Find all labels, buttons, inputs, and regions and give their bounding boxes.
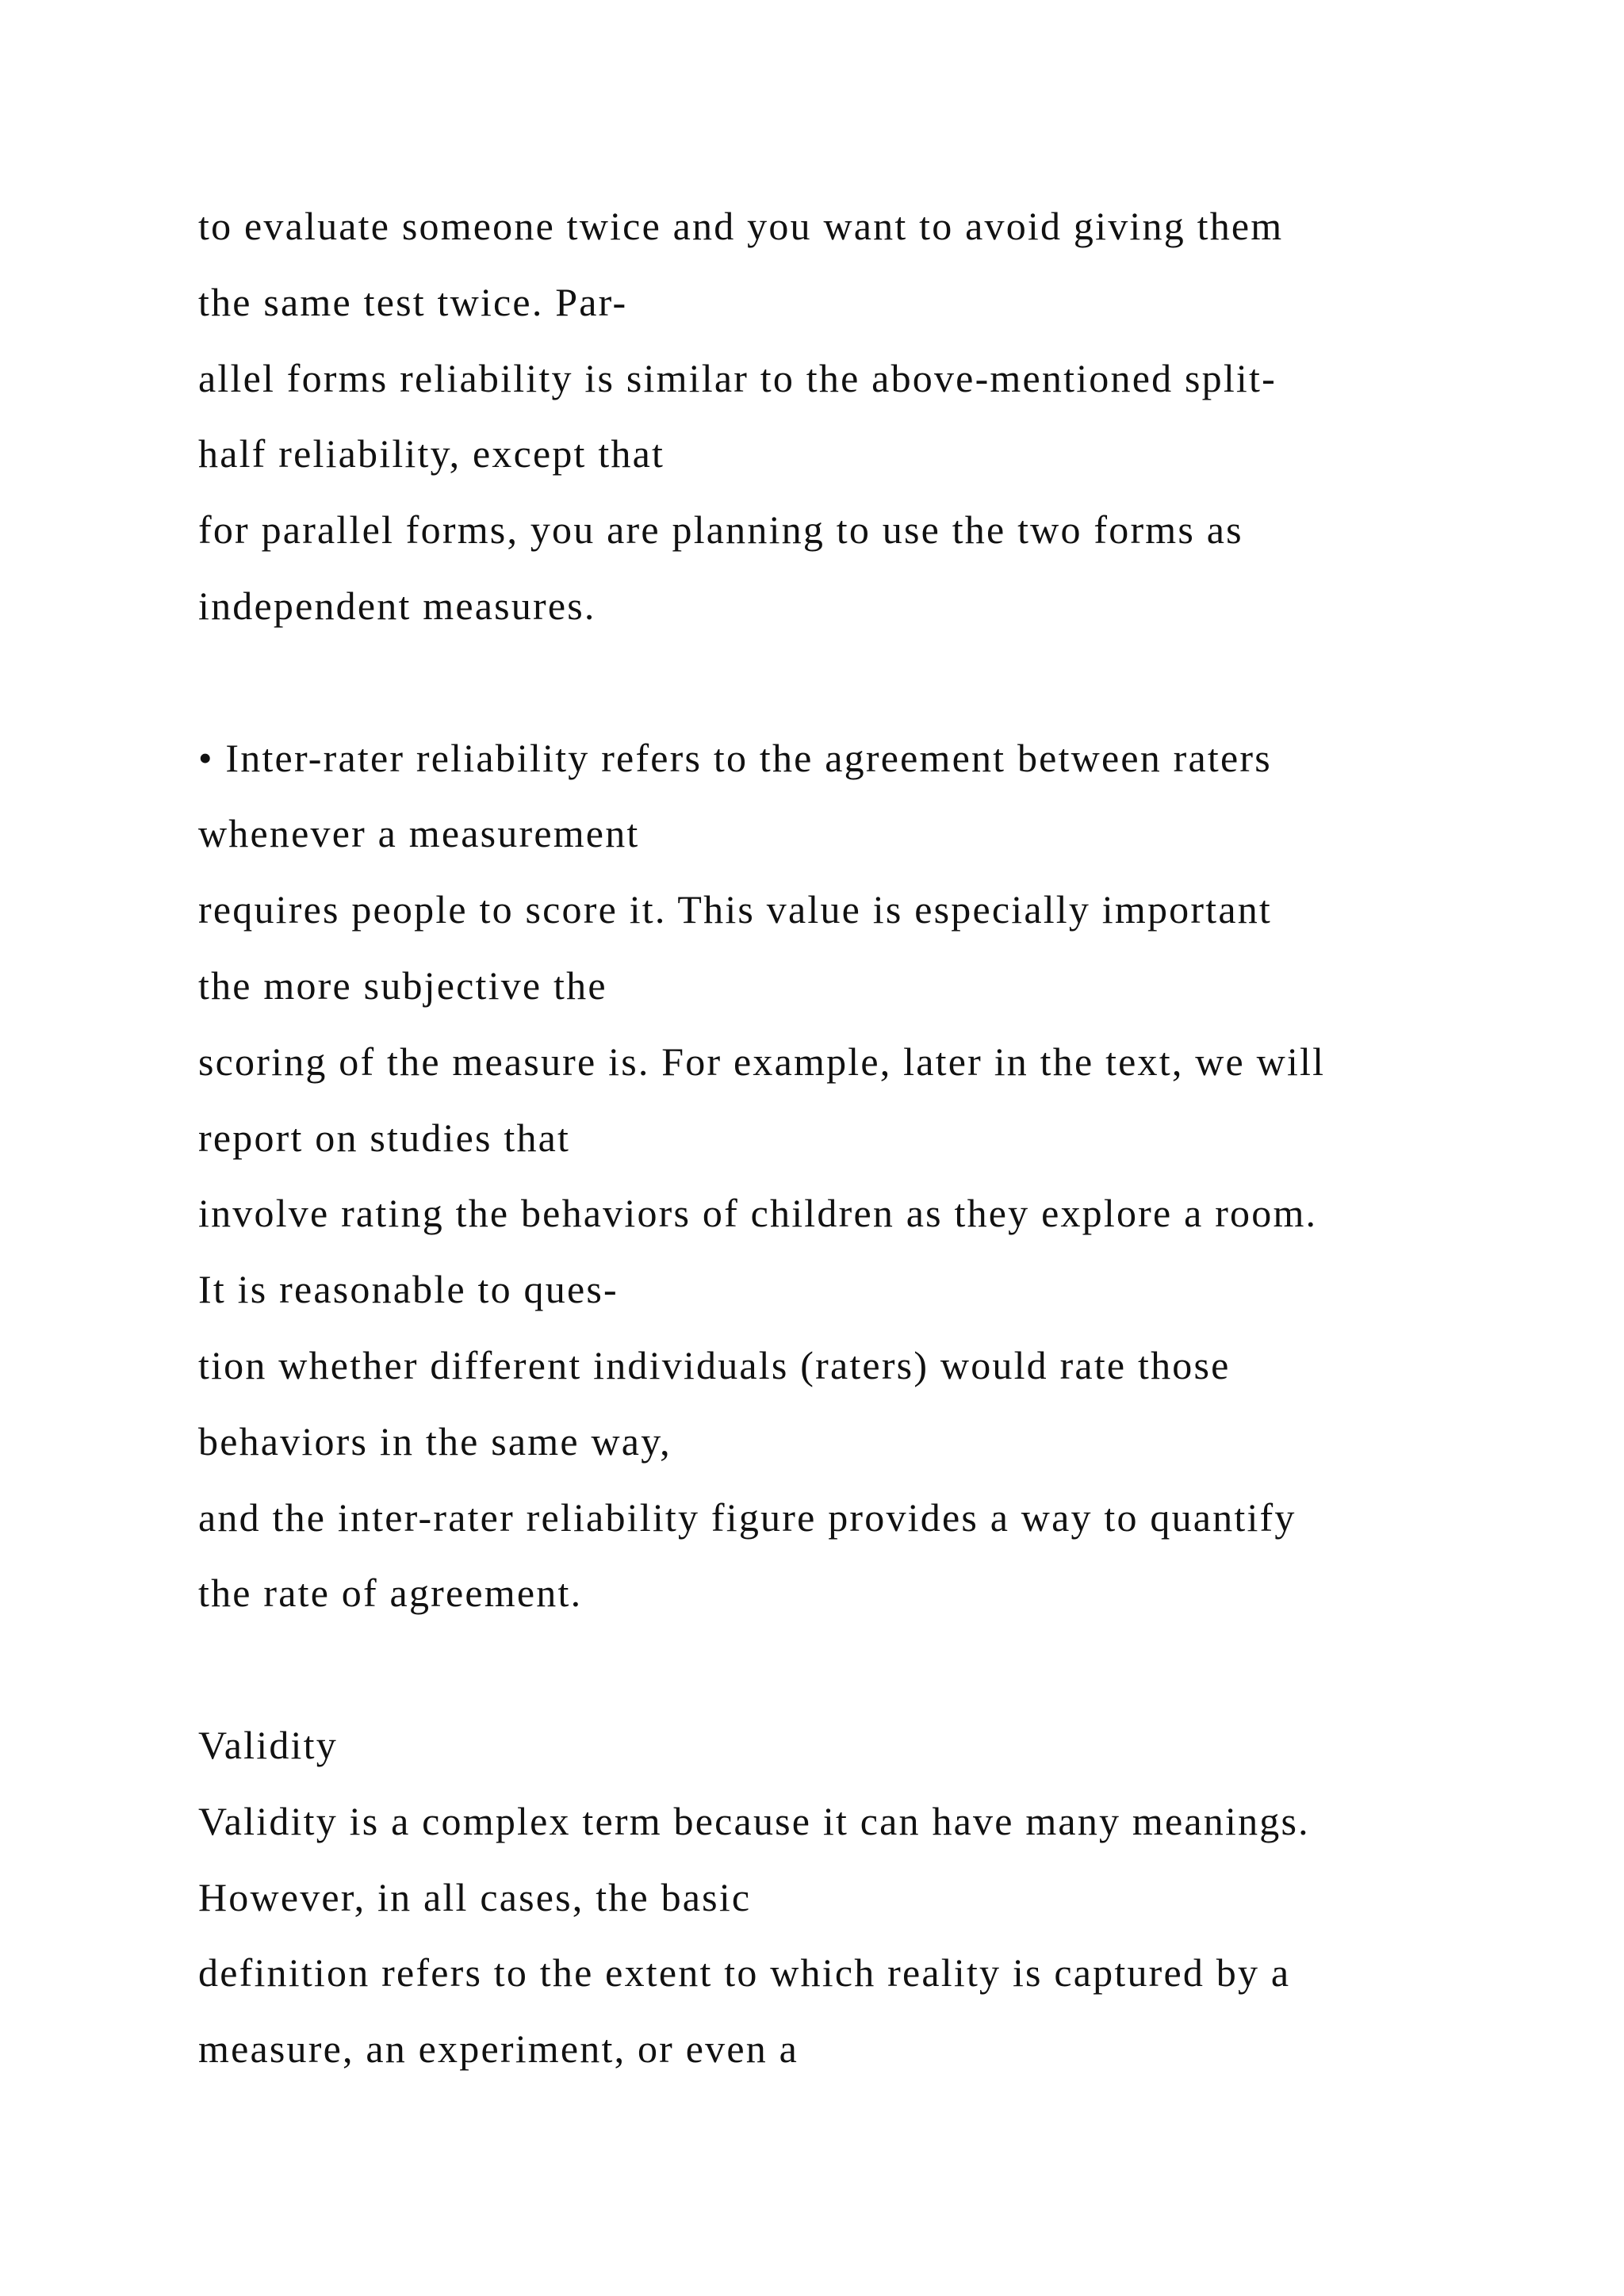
blank-line (198, 1632, 1546, 1708)
text-line: measure, an experiment, or even a (198, 2026, 799, 2072)
text-line: report on studies that (198, 1115, 571, 1160)
text-line: behaviors in the same way, (198, 1418, 672, 1464)
text-line: half reliability, except that (198, 431, 665, 476)
text-line: tion whether different individuals (raters) would rate those (198, 1342, 1231, 1387)
text-line: the same test twice. Par- (198, 279, 628, 324)
text-line: Validity is a complex term because it can have many meanings. (198, 1798, 1310, 1843)
text-line: It is reasonable to ques- (198, 1267, 619, 1312)
text-line: the rate of agreement. (198, 1571, 583, 1616)
bullet-line: • Inter-rater reliability refers to the agreement between raters (198, 735, 1272, 780)
text-line: allel forms reliability is similar to the above-mentioned split- (198, 355, 1277, 400)
text-line: for parallel forms, you are planning to use the two forms as (198, 507, 1243, 553)
blank-line (198, 645, 1546, 721)
text-line: definition refers to the extent to which reality is captured by a (198, 1950, 1291, 1996)
text-line: independent measures. (198, 583, 596, 628)
text-line: to evaluate someone twice and you want to avoid giving them (198, 204, 1284, 248)
text-line: whenever a measurement (198, 811, 640, 856)
text-line: the more subjective the (198, 962, 607, 1008)
text-line: scoring of the measure is. For example, later in the text, we will (198, 1039, 1326, 1084)
text-line: requires people to score it. This value is especially important (198, 887, 1273, 932)
body-text (198, 189, 1546, 2087)
text-line: and the inter-rater reliability figure provides a way to quantify (198, 1494, 1297, 1540)
section-heading: Validity (198, 1722, 338, 1767)
text-line: involve rating the behaviors of children as they explore a room. (198, 1191, 1318, 1236)
text-line: However, in all cases, the basic (198, 1874, 752, 1919)
